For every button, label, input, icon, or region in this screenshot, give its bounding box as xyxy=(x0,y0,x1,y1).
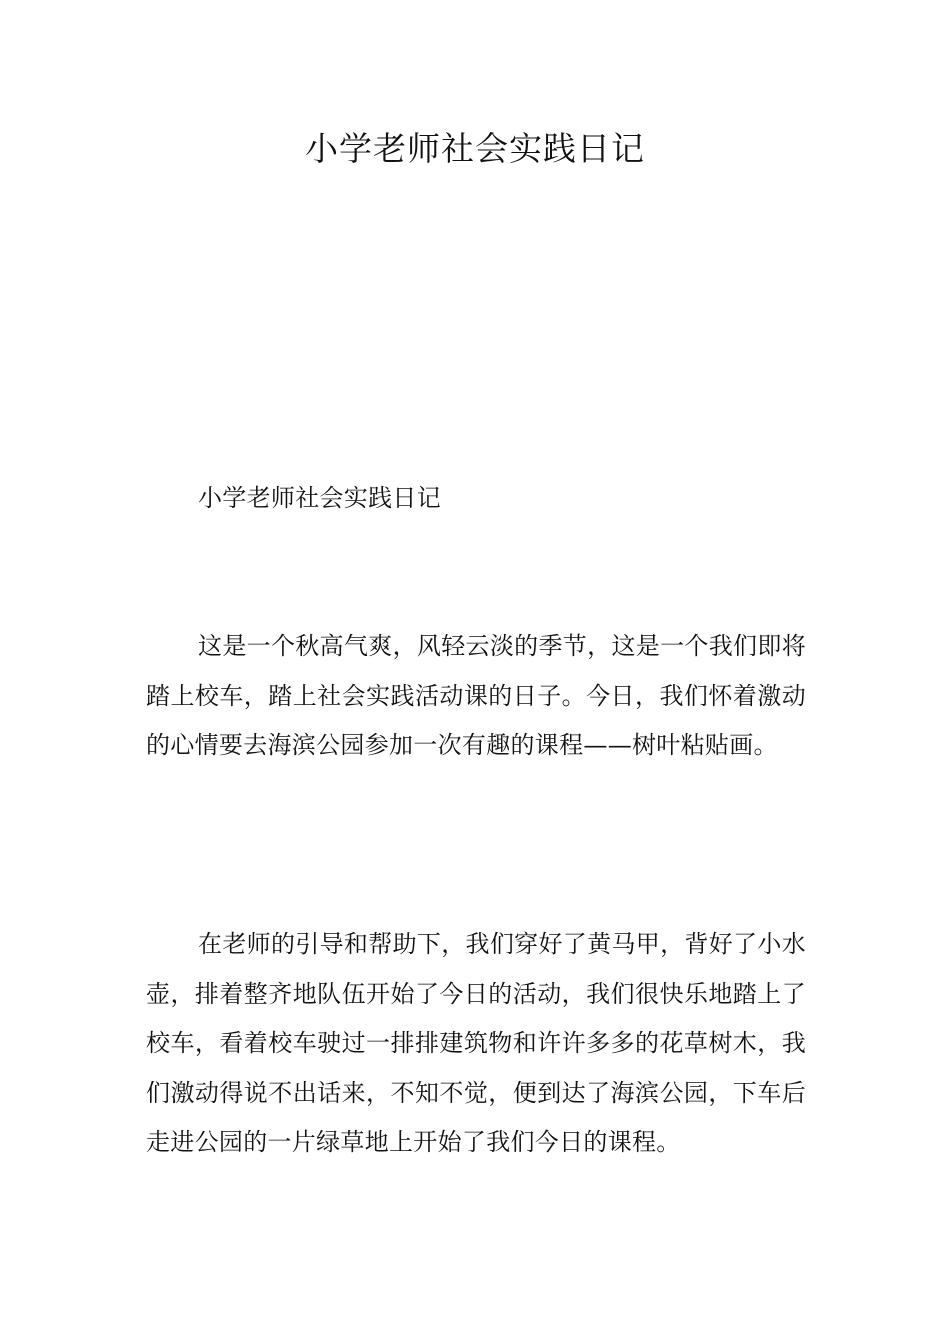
paragraph-1: 这是一个秋高气爽，风轻云淡的季节，这是一个我们即将踏上校车，踏上社会实践活动课的日子。今日，我们怀着激动的心情要去海滨公园参加一次有趣的课程——树叶粘贴画。 xyxy=(146,632,806,759)
document-title: 小学老师社会实践日记 xyxy=(305,129,645,168)
document-subtitle: 小学老师社会实践日记 xyxy=(198,484,441,512)
paragraph-2: 在老师的引导和帮助下，我们穿好了黄马甲，背好了小水壶，排着整齐地队伍开始了今日的活动，我们很快乐地踏上了校车，看着校车驶过一排排建筑物和许许多多的花草树木，我们激动得说不出话来，不知不觉，便到达了海滨公园，下车后走进公园的一片绿草地上开始了我们今日的课程。 xyxy=(146,930,806,1156)
